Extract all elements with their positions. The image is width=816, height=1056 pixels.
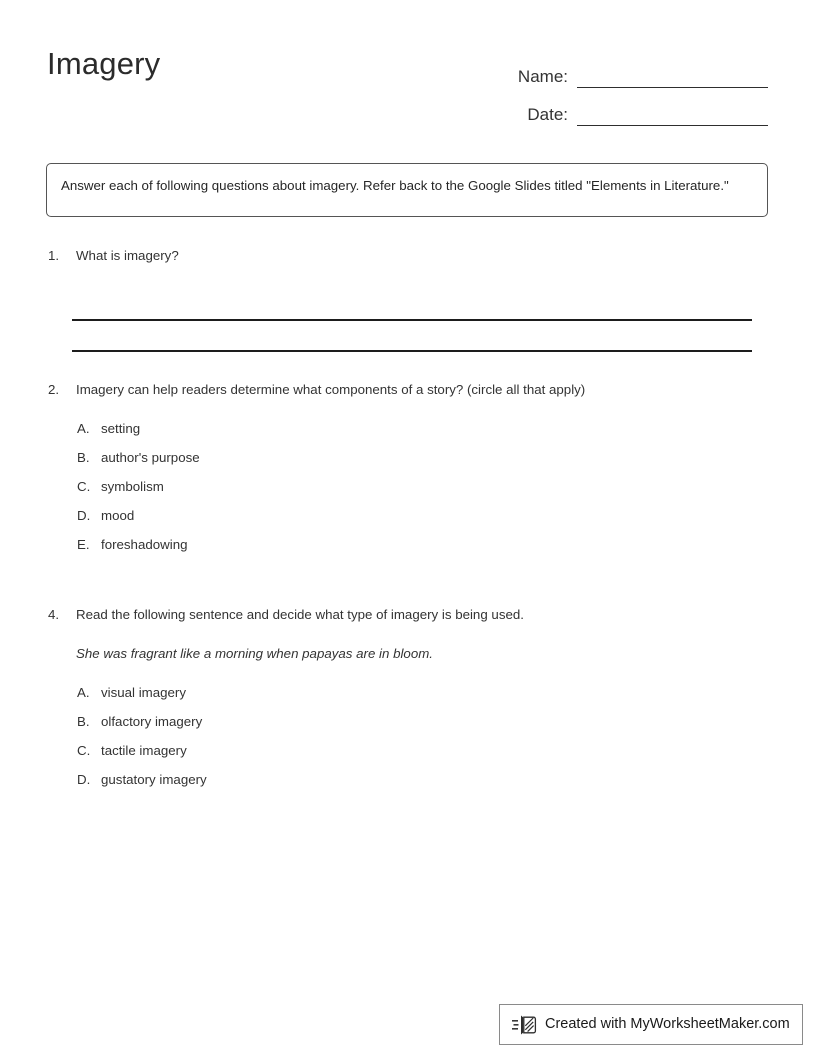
option-letter: E.: [77, 537, 90, 552]
date-field-row: [468, 88, 768, 126]
created-with-badge[interactable]: [499, 1004, 803, 1045]
question-4-number: 4.: [48, 607, 60, 622]
name-field-label: Name:: [517, 67, 568, 86]
option-a[interactable]: [76, 683, 816, 712]
question-1-number: 1.: [48, 248, 60, 263]
name-date-fields: [468, 50, 768, 126]
option-letter: A.: [77, 421, 90, 436]
option-e[interactable]: [76, 535, 816, 564]
option-c[interactable]: [76, 477, 816, 506]
name-field-row: [468, 50, 768, 88]
option-b[interactable]: [76, 712, 816, 741]
question-2-text: Imagery can help readers determine what components of a story? (circle all that apply): [76, 382, 586, 397]
worksheet-maker-logo-icon: [512, 1013, 538, 1037]
option-letter: C.: [77, 479, 91, 494]
option-label: author's purpose: [101, 450, 200, 465]
option-label: visual imagery: [101, 685, 186, 700]
spacer: [0, 564, 816, 605]
question-1: [0, 246, 816, 352]
option-letter: A.: [77, 685, 90, 700]
spacer: [0, 352, 816, 380]
answer-line[interactable]: [72, 321, 752, 352]
option-letter: D.: [77, 772, 91, 787]
question-1-answer-area[interactable]: [72, 290, 816, 352]
option-label: foreshadowing: [101, 537, 188, 552]
question-4-options: [76, 683, 816, 799]
option-letter: C.: [77, 743, 91, 758]
badge-label: Created with MyWorksheetMaker.com: [545, 1016, 790, 1033]
worksheet-header: [0, 0, 816, 140]
option-c[interactable]: [76, 741, 816, 770]
option-letter: B.: [77, 450, 90, 465]
option-letter: D.: [77, 508, 91, 523]
date-field-input[interactable]: [577, 105, 768, 126]
questions-list: [0, 246, 816, 799]
option-d[interactable]: [76, 506, 816, 535]
name-field-input[interactable]: [577, 67, 768, 88]
question-4: [0, 605, 816, 799]
question-4-text: Read the following sentence and decide what type of imagery is being used.: [76, 607, 524, 622]
option-b[interactable]: [76, 448, 816, 477]
option-label: gustatory imagery: [101, 772, 207, 787]
option-label: setting: [101, 421, 141, 436]
question-2: [0, 380, 816, 564]
question-1-text: What is imagery?: [76, 248, 179, 263]
instructions-box: Answer each of following questions about imagery. Refer back to the Google Slides titled "Elements in Literature.": [46, 163, 768, 217]
question-2-options: [76, 419, 816, 564]
page-title: Imagery: [47, 46, 161, 81]
option-label: mood: [101, 508, 135, 523]
answer-line[interactable]: [72, 290, 752, 321]
option-label: olfactory imagery: [101, 714, 203, 729]
option-label: symbolism: [101, 479, 164, 494]
option-d[interactable]: [76, 770, 816, 799]
question-4-sentence: She was fragrant like a morning when papayas are in bloom.: [76, 646, 433, 661]
date-field-label: Date:: [527, 105, 568, 124]
option-label: tactile imagery: [101, 743, 187, 758]
option-letter: B.: [77, 714, 90, 729]
question-2-number: 2.: [48, 382, 60, 397]
option-a[interactable]: [76, 419, 816, 448]
